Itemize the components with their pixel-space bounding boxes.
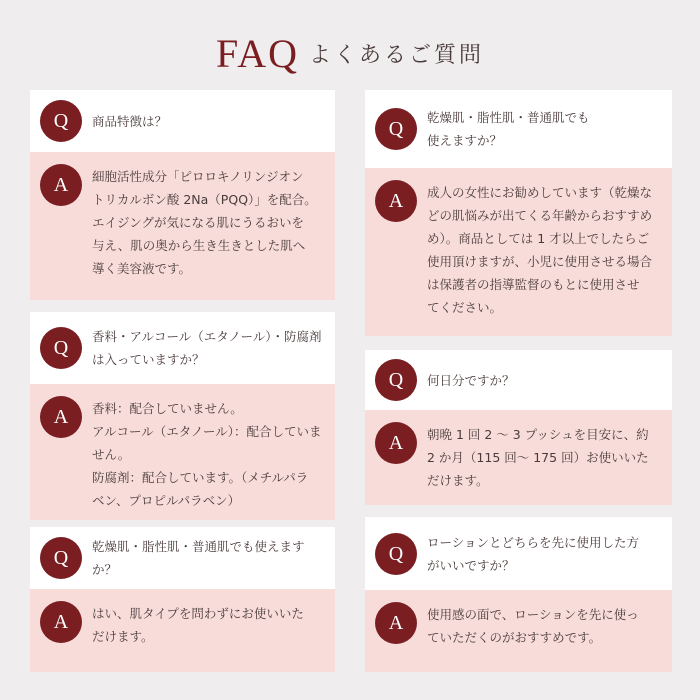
a-badge: A [375,180,417,222]
question-row [30,527,335,589]
question-row [365,350,672,410]
answer-row [365,590,672,672]
a-badge: A [375,422,417,464]
question-text: ローションとどちらを先に使用した方 がいいですか？ [427,534,640,573]
question-text: 香料・アルコール（エタノール）・防腐剤 は入っていますか？ [92,329,322,367]
answer-row [30,152,335,300]
page-title [0,30,700,77]
q-badge: Q [40,327,82,369]
answer-text: 香料：配合していません。 アルコール（エタノール）：配合していま せん。 防腐剤：配合しています。（メチルパラ ベン、プロピルパラベン） [92,401,322,508]
q-badge: Q [375,108,417,150]
question-text: 乾燥肌・脂性肌・普通肌でも 使えますか？ [427,110,590,148]
answer-row [30,384,335,520]
a-badge: A [40,601,82,643]
a-badge: A [375,602,417,644]
faq-item-order [365,517,672,672]
answer-text: はい、肌タイプを問わずにお使いいた だけます。 [92,606,304,644]
a-badge: A [40,164,82,206]
answer-text: 成人の女性にお勧めしています（乾燥な どの肌悩みが出てくる年齢からおすすめ め）。商品としては 1 才以上でしたらご 使用頂けますが、小児に使用させる場合 は保護者の指導監督のもとに使用させ てください。 [427,185,653,315]
question-row [365,517,672,590]
faq-item-skin-type-right [365,90,672,336]
q-badge: Q [375,533,417,575]
question-row [30,90,335,152]
answer-row [365,168,672,336]
a-badge: A [40,396,82,438]
q-badge: Q [40,537,82,579]
question-row [365,90,672,168]
answer-text: 細胞活性成分「ピロロキノリンジオン トリカルボン酸 2Na（PQQ）」を配合。 エイジングが気になる肌にうるおいを 与え、肌の奥から生き生きとした肌へ 導く美容液です。 [92,169,317,276]
answer-text: 朝晩 1 回 2 〜 3 プッシュを目安に、約 2 か月（115 回〜 175 回）お使いいた だけます。 [427,427,649,488]
question-text: 乾燥肌・脂性肌・普通肌でも使えます か？ [92,539,305,577]
faq-item-duration [365,350,672,505]
answer-row [30,589,335,672]
faq-item-features [30,90,335,300]
question-text: 商品特徴は？ [92,113,168,129]
answer-row [365,410,672,505]
q-badge: Q [375,359,417,401]
answer-text: 使用感の面で、ローションを先に使っ ていただくのがおすすめです。 [427,607,639,645]
title-subtitle: よくあるご質問 [309,43,485,68]
faq-item-skin-type-left [30,527,335,672]
title-faq: FAQ [215,31,300,76]
question-text: 何日分ですか？ [427,372,515,388]
faq-item-ingredients [30,312,335,520]
q-badge: Q [40,100,82,142]
question-row [30,312,335,384]
